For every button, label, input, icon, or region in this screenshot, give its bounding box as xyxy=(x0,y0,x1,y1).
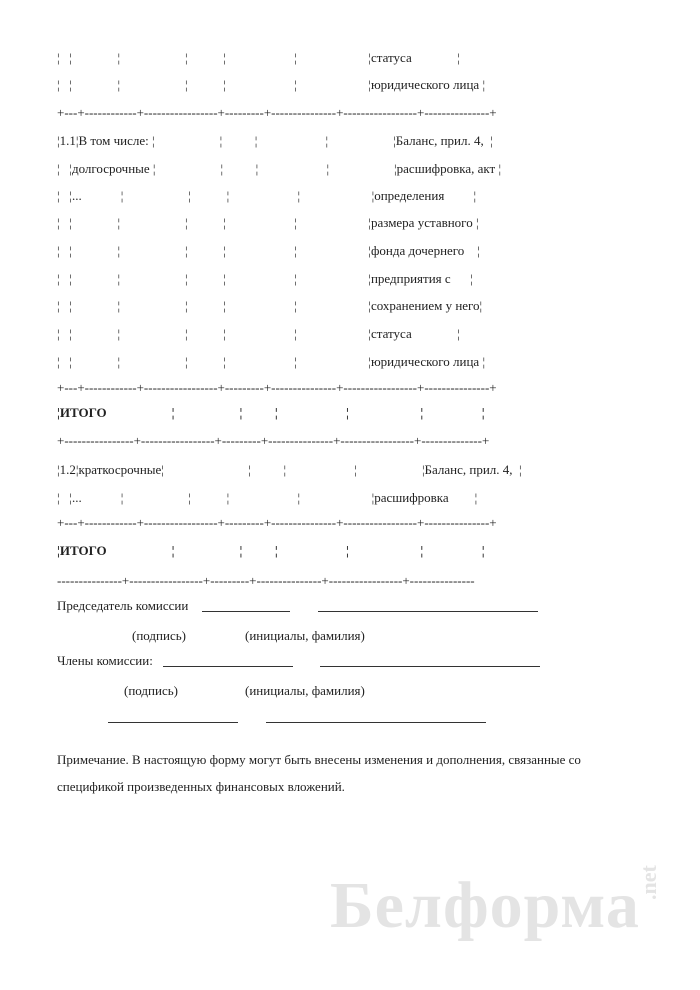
table-row: ¦ ¦ ¦ ¦ ¦ ¦ ¦сохранением у него¦ xyxy=(57,298,483,313)
chairman-label: Председатель комиссии xyxy=(57,598,189,613)
member-signature-line xyxy=(108,722,238,723)
chairman-signature-line xyxy=(202,611,290,612)
table-row: ¦ ¦ ¦ ¦ ¦ ¦ ¦фонда дочернего ¦ xyxy=(57,243,480,258)
table-row: ¦ ¦ ¦ ¦ ¦ ¦ ¦юридического лица ¦ xyxy=(57,354,486,369)
table-row: ¦ ¦долгосрочные ¦ ¦ ¦ ¦ ¦расшифровка, акт ¦ xyxy=(57,161,502,176)
signature-caption: (подпись) xyxy=(124,683,178,698)
table-border: ---------------+-----------------+---------+---------------+-----------------+--------------- xyxy=(57,573,475,588)
name-caption: (инициалы, фамилия) xyxy=(245,683,365,698)
table-row: ¦ ¦ ¦ ¦ ¦ ¦ ¦юридического лица ¦ xyxy=(57,77,486,92)
members-label: Члены комиссии: xyxy=(57,653,153,668)
table-row: ¦ ¦ ¦ ¦ ¦ ¦ ¦предприятия с ¦ xyxy=(57,271,473,286)
note-line: Примечание. В настоящую форму могут быть внесены изменения и дополнения, связанные со xyxy=(57,752,581,767)
chairman-name-line xyxy=(318,611,538,612)
table-row: ¦ ¦ ¦ ¦ ¦ ¦ ¦статуса ¦ xyxy=(57,50,460,65)
table-row: ¦1.1¦В том числе: ¦ ¦ ¦ ¦ ¦Баланс, прил. 4, ¦ xyxy=(57,133,493,148)
total-row: ¦ИТОГО ¦ ¦ ¦ ¦ ¦ ¦ xyxy=(57,543,485,558)
member-name-line xyxy=(266,722,486,723)
table-row: ¦ ¦... ¦ ¦ ¦ ¦ ¦определения ¦ xyxy=(57,188,477,203)
member-signature-line xyxy=(163,666,293,667)
table-row: ¦1.2¦краткосрочные¦ ¦ ¦ ¦ ¦Баланс, прил. 4, ¦ xyxy=(57,462,522,477)
name-caption: (инициалы, фамилия) xyxy=(245,628,365,643)
signature-caption: (подпись) xyxy=(132,628,186,643)
member-name-line xyxy=(320,666,540,667)
table-row: ¦ ¦ ¦ ¦ ¦ ¦ ¦размера уставного ¦ xyxy=(57,215,479,230)
table-row: ¦ ¦... ¦ ¦ ¦ ¦ ¦расшифровка ¦ xyxy=(57,490,478,505)
table-border: +---+------------+-----------------+---------+---------------+-----------------+---------------+ xyxy=(57,105,497,120)
note-line: спецификой произведенных финансовых вложений. xyxy=(57,779,345,794)
table-border: +---+------------+-----------------+---------+---------------+-----------------+---------------+ xyxy=(57,515,497,530)
watermark-suffix: .net xyxy=(636,865,661,900)
table-border: +----------------+-----------------+---------+---------------+-----------------+--------------+ xyxy=(57,433,490,448)
total-row: ¦ИТОГО ¦ ¦ ¦ ¦ ¦ ¦ xyxy=(57,405,485,420)
watermark-logo: Белформа xyxy=(330,869,640,942)
table-border: +---+------------+-----------------+---------+---------------+-----------------+---------------+ xyxy=(57,380,497,395)
table-row: ¦ ¦ ¦ ¦ ¦ ¦ ¦статуса ¦ xyxy=(57,326,460,341)
